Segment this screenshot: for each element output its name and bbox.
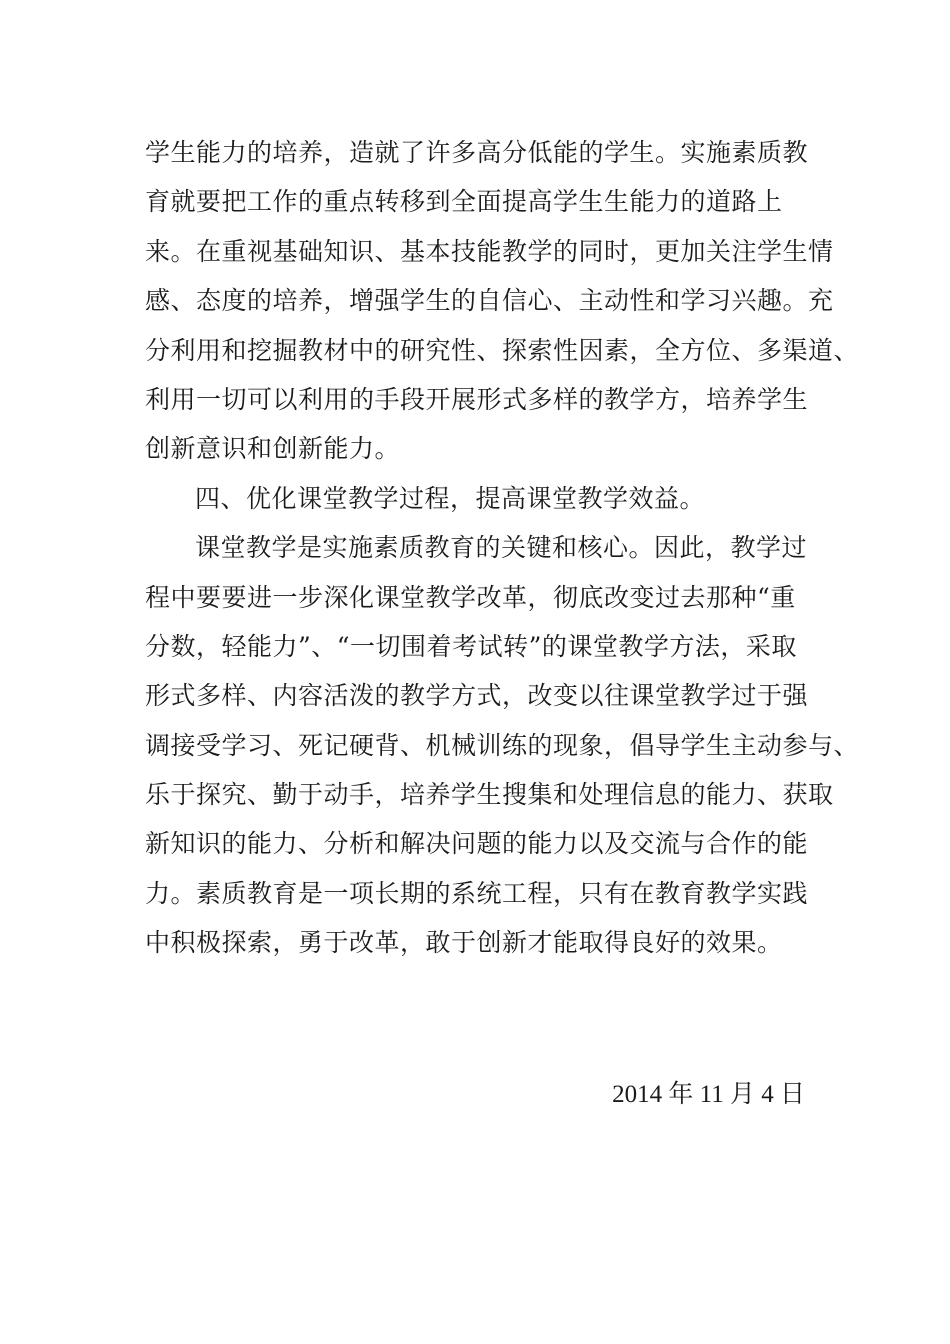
paragraph-line: 学生能力的培养，造就了许多高分低能的学生。实施素质教 (145, 138, 809, 167)
paragraph-line: 分利用和挖掘教材中的研究性、探索性因素，全方位、多渠道、 (145, 335, 860, 365)
document-body (145, 128, 860, 968)
paragraph-line: 新知识的能力、分析和解决问题的能力以及交流与合作的能 (145, 829, 809, 859)
paragraph-line: 形式多样、内容活泼的教学方式，改变以往课堂教学过于强 (145, 681, 809, 711)
document-date: 2014 年 11 月 4 日 (612, 1081, 805, 1108)
paragraph-line: 来。在重视基础知识、基本技能教学的同时，更加关注学生情 (145, 236, 834, 266)
paragraph-line: 程中要要进一步深化课堂教学改革，彻底改变过去那种“重 (145, 582, 796, 612)
paragraph-line: 调接受学习、死记硬背、机械训练的现象，倡导学生主动参与、 (145, 730, 860, 760)
paragraph-line: 育就要把工作的重点转移到全面提高学生生能力的道路上 (145, 187, 783, 217)
paragraph-line: 感、态度的培养，增强学生的自信心、主动性和学习兴趣。充 (145, 286, 834, 316)
paragraph-line: 创新意识和创新能力。 (145, 434, 401, 464)
paragraph-line: 乐于探究、勤于动手，培养学生搜集和处理信息的能力、获取 (145, 780, 834, 810)
paragraph-line: 利用一切可以利用的手段开展形式多样的教学方，培养学生 (145, 384, 809, 414)
paragraph-line: 分数，轻能力”、“一切围着考试转”的课堂教学方法，采取 (145, 631, 797, 661)
paragraph-line: 课堂教学是实施素质教育的关键和核心。因此，教学过 (195, 533, 808, 563)
paragraph-line: 中积极探索，勇于改革，敢于创新才能取得良好的效果。 (145, 928, 783, 958)
paragraph-line: 力。素质教育是一项长期的系统工程，只有在教育教学实践 (145, 878, 809, 908)
section-heading: 四、优化课堂教学过程，提高课堂教学效益。 (195, 483, 706, 513)
